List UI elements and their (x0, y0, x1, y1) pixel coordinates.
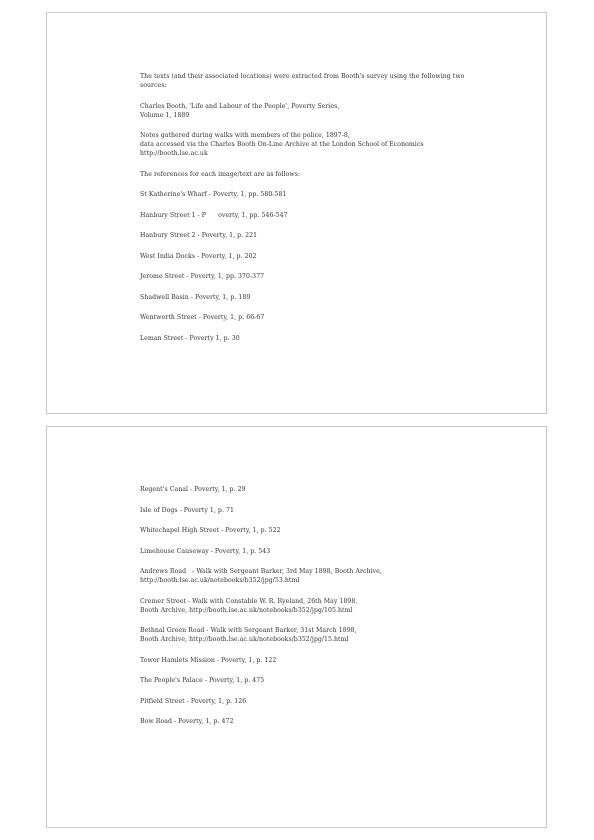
intro-line: The texts (and their associated locations) were extracted from Booth's survey using the following two sources: (140, 73, 465, 89)
reference-text: Cremer Street - Walk with Constable W. R. Ryeland, 26th May 1898, (140, 597, 358, 605)
reference-text: Hanbury Street 1 - P overty, 1, pp. 546-547 (140, 211, 288, 219)
reference-item (140, 334, 466, 343)
reference-text: The People's Palace - Poverty, 1, p. 475 (140, 677, 265, 684)
reference-text: Leman Street - Poverty 1, p. 30 (140, 334, 240, 342)
reference-text: Tower Hamlets Mission - Poverty, 1, p. 122 (140, 656, 277, 664)
reference-item (140, 567, 466, 585)
reference-item (140, 676, 466, 685)
reference-item (140, 485, 466, 494)
reference-url[interactable]: Booth Archive, http://booth.lse.ac.uk/notebooks/b352/jpg/15.html (140, 636, 349, 643)
page-2-content (140, 485, 466, 738)
reference-text: Pitfield Street - Poverty, 1, p. 126 (140, 697, 247, 705)
page-1-content (140, 72, 466, 354)
reference-item (140, 190, 466, 199)
reference-item (140, 626, 466, 644)
reference-text: Bethnal Green Road - Walk with Sergeant Barker, 31st March 1898, (140, 627, 357, 634)
source-2-paragraph (140, 131, 466, 158)
reference-url[interactable]: Booth Archive, http://booth.lse.ac.uk/notebooks/b352/jpg/105.html (140, 606, 353, 614)
source-1-line-2: Volume 1, 1889 (140, 111, 190, 119)
reference-item (140, 252, 466, 261)
reference-url[interactable]: http://booth.lse.ac.uk/notebooks/b352/jpg/53.html (140, 577, 300, 584)
source-2-url[interactable]: http://booth.lse.ac.uk (140, 150, 208, 157)
reference-text: Shadwell Basin - Poverty, 1, p. 189 (140, 293, 251, 301)
reference-item (140, 506, 466, 515)
reference-item (140, 231, 466, 240)
reference-item (140, 656, 466, 665)
source-1-line-1: Charles Booth, 'Life and Labour of the People', Poverty Series, (140, 102, 340, 110)
document-page-1 (46, 12, 547, 414)
intro-paragraph (140, 72, 466, 90)
reference-item (140, 313, 466, 322)
reference-item (140, 211, 466, 220)
reference-item (140, 697, 466, 706)
document-page-2 (46, 426, 547, 828)
reference-text: Hanbury Street 2 - Poverty, 1, p. 221 (140, 232, 258, 239)
source-2-line-1: Notes gathered during walks with members of the police, 1897-8, (140, 132, 350, 139)
reference-text: Jerome Street - Poverty, 1, pp. 370-377 (140, 273, 265, 280)
reference-item (140, 526, 466, 535)
reference-text: Limehouse Causeway - Poverty, 1, p. 543 (140, 547, 271, 555)
reference-text: Wentworth Street - Poverty, 1, p. 66-67 (140, 314, 265, 321)
reference-item (140, 293, 466, 302)
reference-text: Bow Road - Poverty, 1, p. 472 (140, 718, 234, 725)
refs-intro: The references for each image/text are as follows: (140, 170, 301, 178)
reference-item (140, 597, 466, 615)
reference-item (140, 547, 466, 556)
source-1-paragraph (140, 102, 466, 120)
reference-text: Andrews Road - Walk with Sergeant Barker, 3rd May 1898, Booth Archive, (140, 568, 382, 575)
source-2-line-2: data accessed via the Charles Booth On-Line Archive at the London School of Economics (140, 141, 424, 148)
reference-text: Whitechapel High Street - Poverty, 1, p. 522 (140, 527, 281, 534)
reference-item (140, 272, 466, 281)
reference-text: St Katherine's Wharf - Poverty, 1, pp. 580-581 (140, 191, 287, 198)
reference-text: West India Docks - Poverty, 1, p. 202 (140, 252, 257, 260)
reference-item (140, 717, 466, 726)
reference-text: Isle of Dogs - Poverty 1, p. 71 (140, 506, 234, 514)
reference-text: Regent's Canal - Poverty, 1, p. 29 (140, 486, 246, 493)
